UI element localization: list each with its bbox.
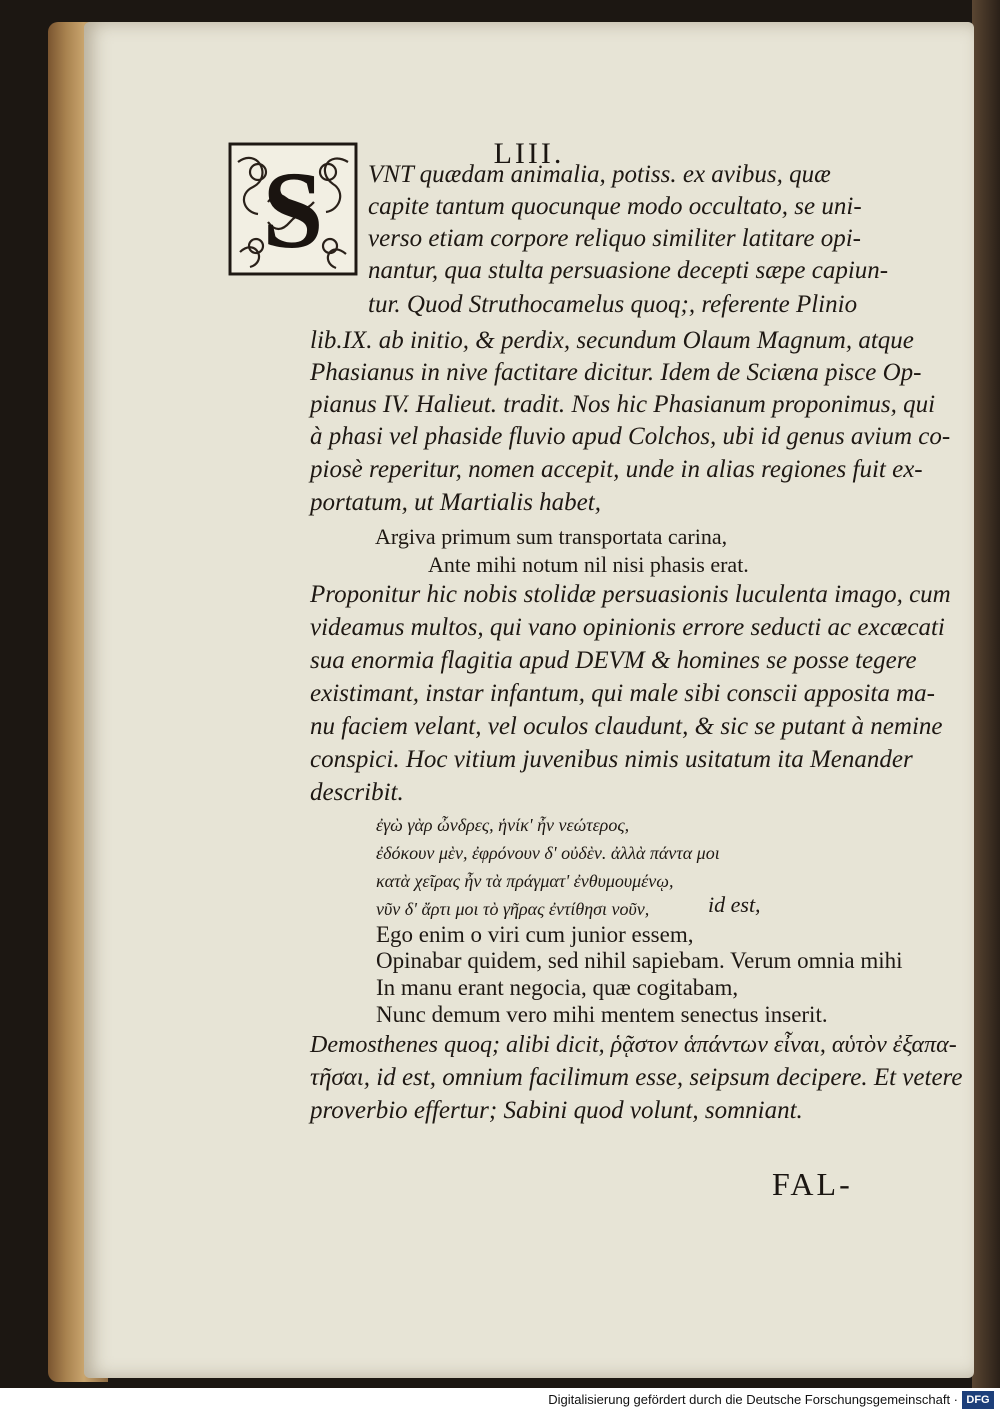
text-line: portatum, ut Martialis habet, xyxy=(310,489,601,516)
text-line: Phasianus in nive factitare dicitur. Idem de Sciæna pisce Op- xyxy=(310,359,922,386)
verse-line: Argiva primum sum transportata carina, xyxy=(375,524,728,549)
verse-line: Ante mihi notum nil nisi phasis erat. xyxy=(428,552,749,577)
text-line: videamus multos, qui vano opinionis errore seducti ac excæcati xyxy=(310,614,945,641)
text-line: Demosthenes quoq; alibi dicit, ῥᾷστον ἁπάντων εἶναι, αὑτὸν ἐξαπα- xyxy=(310,1032,957,1058)
text-line: conspici. Hoc vitium juvenibus nimis usitatum ita Menander xyxy=(310,746,913,773)
footer-credit: Digitalisierung gefördert durch die Deutsche Forschungsgemeinschaft · xyxy=(548,1392,958,1407)
decorated-initial xyxy=(228,142,358,276)
scan-margin xyxy=(972,0,1000,1414)
initial-ornament xyxy=(228,142,358,276)
text-line: sua enormia flagitia apud DEVM & homines se posse tegere xyxy=(310,647,917,674)
text-line: piosè reperitur, nomen accepit, unde in alias regiones fuit ex- xyxy=(310,456,923,483)
verse-line: Ego enim o viri cum junior essem, xyxy=(376,922,694,947)
text-line: nantur, qua stulta persuasione decepti sæpe capiun- xyxy=(368,257,889,284)
text-line: à phasi vel phaside fluvio apud Colchos, ubi id genus avium co- xyxy=(310,423,951,450)
text-line: capite tantum quocunque modo occultato, se uni- xyxy=(368,193,862,220)
page-number: LIII. xyxy=(493,137,565,170)
catchword: FAL- xyxy=(772,1166,853,1202)
verse-line: Nunc demum vero mihi mentem senectus inserit. xyxy=(376,1002,828,1027)
verse-line: Opinabar quidem, sed nihil sapiebam. Verum omnia mihi xyxy=(376,948,903,973)
text-line: tur. Quod Struthocamelus quoq;, referente Plinio xyxy=(368,291,858,318)
initial-letter: S xyxy=(262,149,324,271)
text-line: proverbio effertur; Sabini quod volunt, somniant. xyxy=(310,1097,803,1124)
verse-line: In manu erant negocia, quæ cogitabam, xyxy=(376,975,739,1000)
text-line: id est, xyxy=(708,892,761,917)
text-line: lib.IX. ab initio, & perdix, secundum Olaum Magnum, atque xyxy=(310,327,914,354)
text-line: nu faciem velant, vel oculos claudunt, & sic se putant à nemine xyxy=(310,713,943,740)
text-line: describit. xyxy=(310,779,404,806)
text-line: pianus IV. Halieut. tradit. Nos hic Phasianum proponimus, qui xyxy=(310,391,936,418)
greek-line: νῦν δ' ἄρτι μοι τὸ γῆρας ἐντίθησι νοῦν, xyxy=(376,899,650,919)
dfg-logo: DFG xyxy=(962,1391,994,1409)
greek-line: κατὰ χεῖρας ἦν τὰ πράγματ' ἐνθυμουμένῳ, xyxy=(376,871,674,891)
text-line: existimant, instar infantum, qui male sibi conscii apposita ma- xyxy=(310,680,935,707)
greek-line: ἐδόκουν μὲν, ἐφρόνουν δ' οὐδὲν. ἀλλὰ πάντα μοι xyxy=(376,843,720,863)
greek-line: ἐγὼ γὰρ ὦνδρες, ἡνίκ' ἦν νεώτερος, xyxy=(376,815,630,835)
text-line: τῆσαι, id est, omnium facilimum esse, seipsum decipere. Et vetere xyxy=(310,1064,963,1091)
text-line: verso etiam corpore reliquo similiter latitare opi- xyxy=(368,225,861,252)
text-line: VNT quædam animalia, potiss. ex avibus, quæ xyxy=(368,161,831,188)
text-line: Proponitur hic nobis stolidæ persuasionis luculenta imago, cum xyxy=(310,581,951,608)
footer-bar xyxy=(0,1388,1000,1414)
